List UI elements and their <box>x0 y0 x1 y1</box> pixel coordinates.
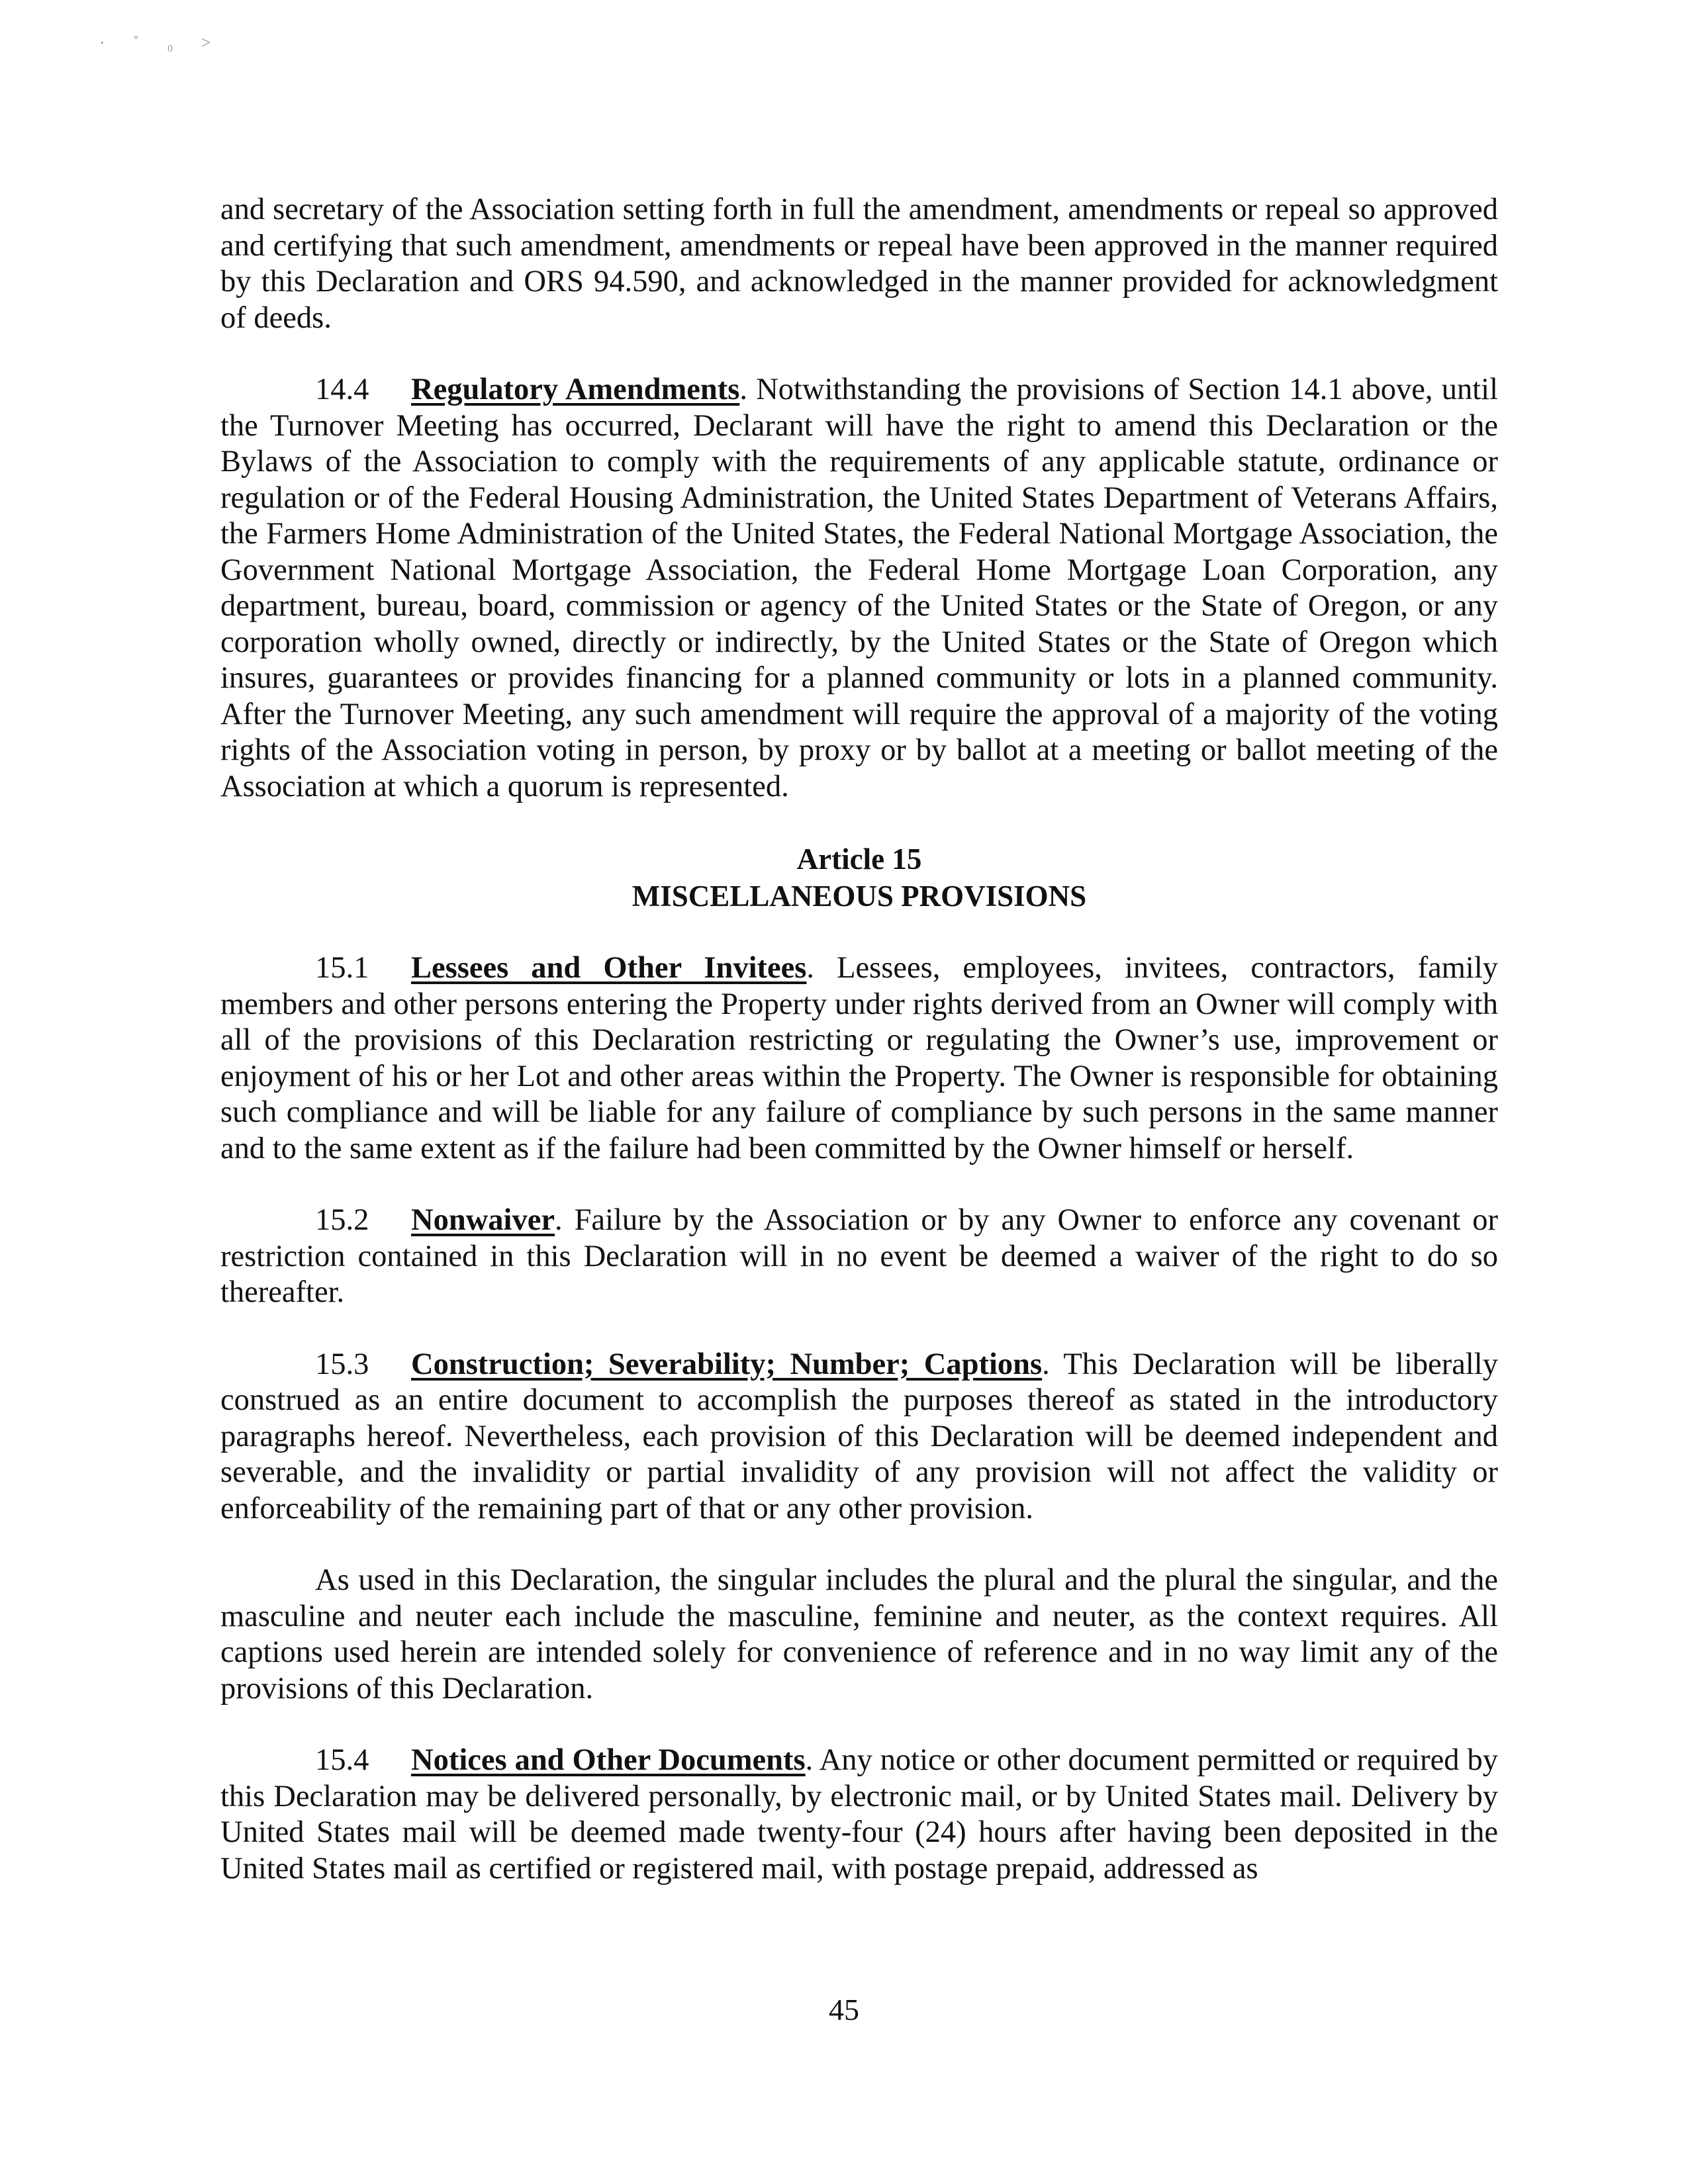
document-body <box>220 192 1498 1887</box>
section-14-4: 14.4 Regulatory Amendments. Notwithstanding the provisions of Section 14.1 above, until the Turnover Meeting has occurred, Declarant will have the right to amend this Declaration or the Bylaws of the Association to comply with the requirements of any applicable statute, ordinance or regulation or of the Federal Housing Administration, the United States Department of Veterans Affairs, the Farmers Home Administration of the United States, the Federal National Mortgage Association, the Government National Mortgage Association, the Federal Home Mortgage Loan Corporation, any department, bureau, board, commission or agency of the United States or the State of Oregon, or any corporation wholly owned, directly or indirectly, by the United States or the State of Oregon which insures, guarantees or provides financing for a planned community or lots in a planned community. After the Turnover Meeting, any such amendment will require the approval of a majority of the voting rights of the Association voting in person, by proxy or by ballot at a meeting or ballot meeting of the Association at which a quorum is represented. <box>220 373 1498 803</box>
section-title: Regulatory Amendments <box>411 373 740 406</box>
section-text: This Declaration will be liberally construed as an entire document to accomplish the purposes thereof as stated in the introductory paragraphs hereof. Nevertheless, each provision of this Declaration will be deemed independent and severable, and the invalidity or partial invalidity of any provision will not affect the validity or enforceability of the remaining part of that or any other provision. <box>220 1347 1498 1525</box>
continuation-paragraph: and secretary of the Association setting forth in full the amendment, amendments or repeal so approved and certifying that such amendment, amendments or repeal have been approved in the manner required by this Declaration and ORS 94.590, and acknowledged in the manner provided for acknowledgment of deeds. <box>220 193 1498 335</box>
section-title: Notices and Other Documents <box>411 1743 806 1777</box>
section-number: 15.2 <box>315 1203 369 1237</box>
article-heading <box>220 841 1498 915</box>
section-number: 14.4 <box>315 373 369 406</box>
scan-artifact-marks: · ˚ ₀ ˃ <box>99 33 223 52</box>
section-text: Notwithstanding the provisions of Section 14.1 above, until the Turnover Meeting has occurred, Declarant will have the right to amend this Declaration or the Bylaws of the Association to comply with the requirements of any applicable statute, ordinance or regulation or of the Federal Housing Administration, the United States Department of Veterans Affairs, the Farmers Home Administration of the United States, the Federal National Mortgage Association, the Government National Mortgage Association, the Federal Home Mortgage Loan Corporation, any department, bureau, board, commission or agency of the United States or the State of Oregon, or any corporation wholly owned, directly or indirectly, by the United States or the State of Oregon which insures, guarantees or provides financing for a planned community or lots in a planned community. After the Turnover Meeting, any such amendment will require the approval of a majority of the voting rights of the Association voting in person, by proxy or by ballot at a meeting or ballot meeting of the Association at which a quorum is represented. <box>220 373 1498 803</box>
section-title: Construction; Severability; Number; Captions <box>411 1347 1043 1381</box>
section-title: Nonwaiver <box>411 1203 555 1237</box>
section-15-2: 15.2 Nonwaiver. Failure by the Association or by any Owner to enforce any covenant or restriction contained in this Declaration will in no event be deemed a waiver of the right to do so thereafter. <box>220 1203 1499 1309</box>
section-title: Lessees and Other Invitees <box>411 951 807 985</box>
article-label: Article 15 <box>796 842 922 876</box>
section-text: Any notice or other document permitted or required by this Declaration may be delivered personally, by electronic mail, or by United States mail. Delivery by United States mail will be deemed made twenty-four (24) hours after having been deposited in the United States mail as certified or registered mail, with postage prepaid, addressed as <box>220 1743 1498 1886</box>
section-text: Lessees, employees, invitees, contractors, family members and other persons entering the Property under rights derived from an Owner will comply with all of the provisions of this Declaration restricting or regulating the Owner’s use, improvement or enjoyment of his or her Lot and other areas within the Property. The Owner is responsible for obtaining such compliance and will be liable for any failure of compliance by such persons in the same manner and to the same extent as if the failure had been committed by the Owner himself or herself. <box>220 951 1498 1165</box>
article-title: MISCELLANEOUS PROVISIONS <box>632 880 1087 913</box>
section-number: 15.4 <box>315 1743 369 1777</box>
section-15-4: 15.4 Notices and Other Documents. Any notice or other document permitted or required by this Declaration may be delivered personally, by electronic mail, or by United States mail. Delivery by United States mail will be deemed made twenty-four (24) hours after having been deposited in the United States mail as certified or registered mail, with postage prepaid, addressed as <box>220 1743 1498 1886</box>
section-number: 15.1 <box>315 951 369 985</box>
section-text: Failure by the Association or by any Owner to enforce any covenant or restriction contained in this Declaration will in no event be deemed a waiver of the right to do so thereafter. <box>220 1203 1499 1309</box>
section-15-3: 15.3 Construction; Severability; Number; Captions. This Declaration will be liberally construed as an entire document to accomplish the purposes thereof as stated in the introductory paragraphs hereof. Nevertheless, each provision of this Declaration will be deemed independent and severable, and the invalidity or partial invalidity of any provision will not affect the validity or enforceability of the remaining part of that or any other provision. <box>220 1347 1498 1525</box>
section-number: 15.3 <box>315 1347 369 1381</box>
section-15-1: 15.1 Lessees and Other Invitees. Lessees, employees, invitees, contractors, family members and other persons entering the Property under rights derived from an Owner will comply with all of the provisions of this Declaration restricting or regulating the Owner’s use, improvement or enjoyment of his or her Lot and other areas within the Property. The Owner is responsible for obtaining such compliance and will be liable for any failure of compliance by such persons in the same manner and to the same extent as if the failure had been committed by the Owner himself or herself. <box>220 951 1498 1165</box>
section-15-3-continuation: As used in this Declaration, the singular includes the plural and the plural the singular, and the masculine and neuter each include the masculine, feminine and neuter, as the context requires. All captions used herein are intended solely for convenience of reference and in no way limit any of the provisions of this Declaration. <box>220 1563 1498 1706</box>
page-number: 45 <box>829 1993 859 2026</box>
